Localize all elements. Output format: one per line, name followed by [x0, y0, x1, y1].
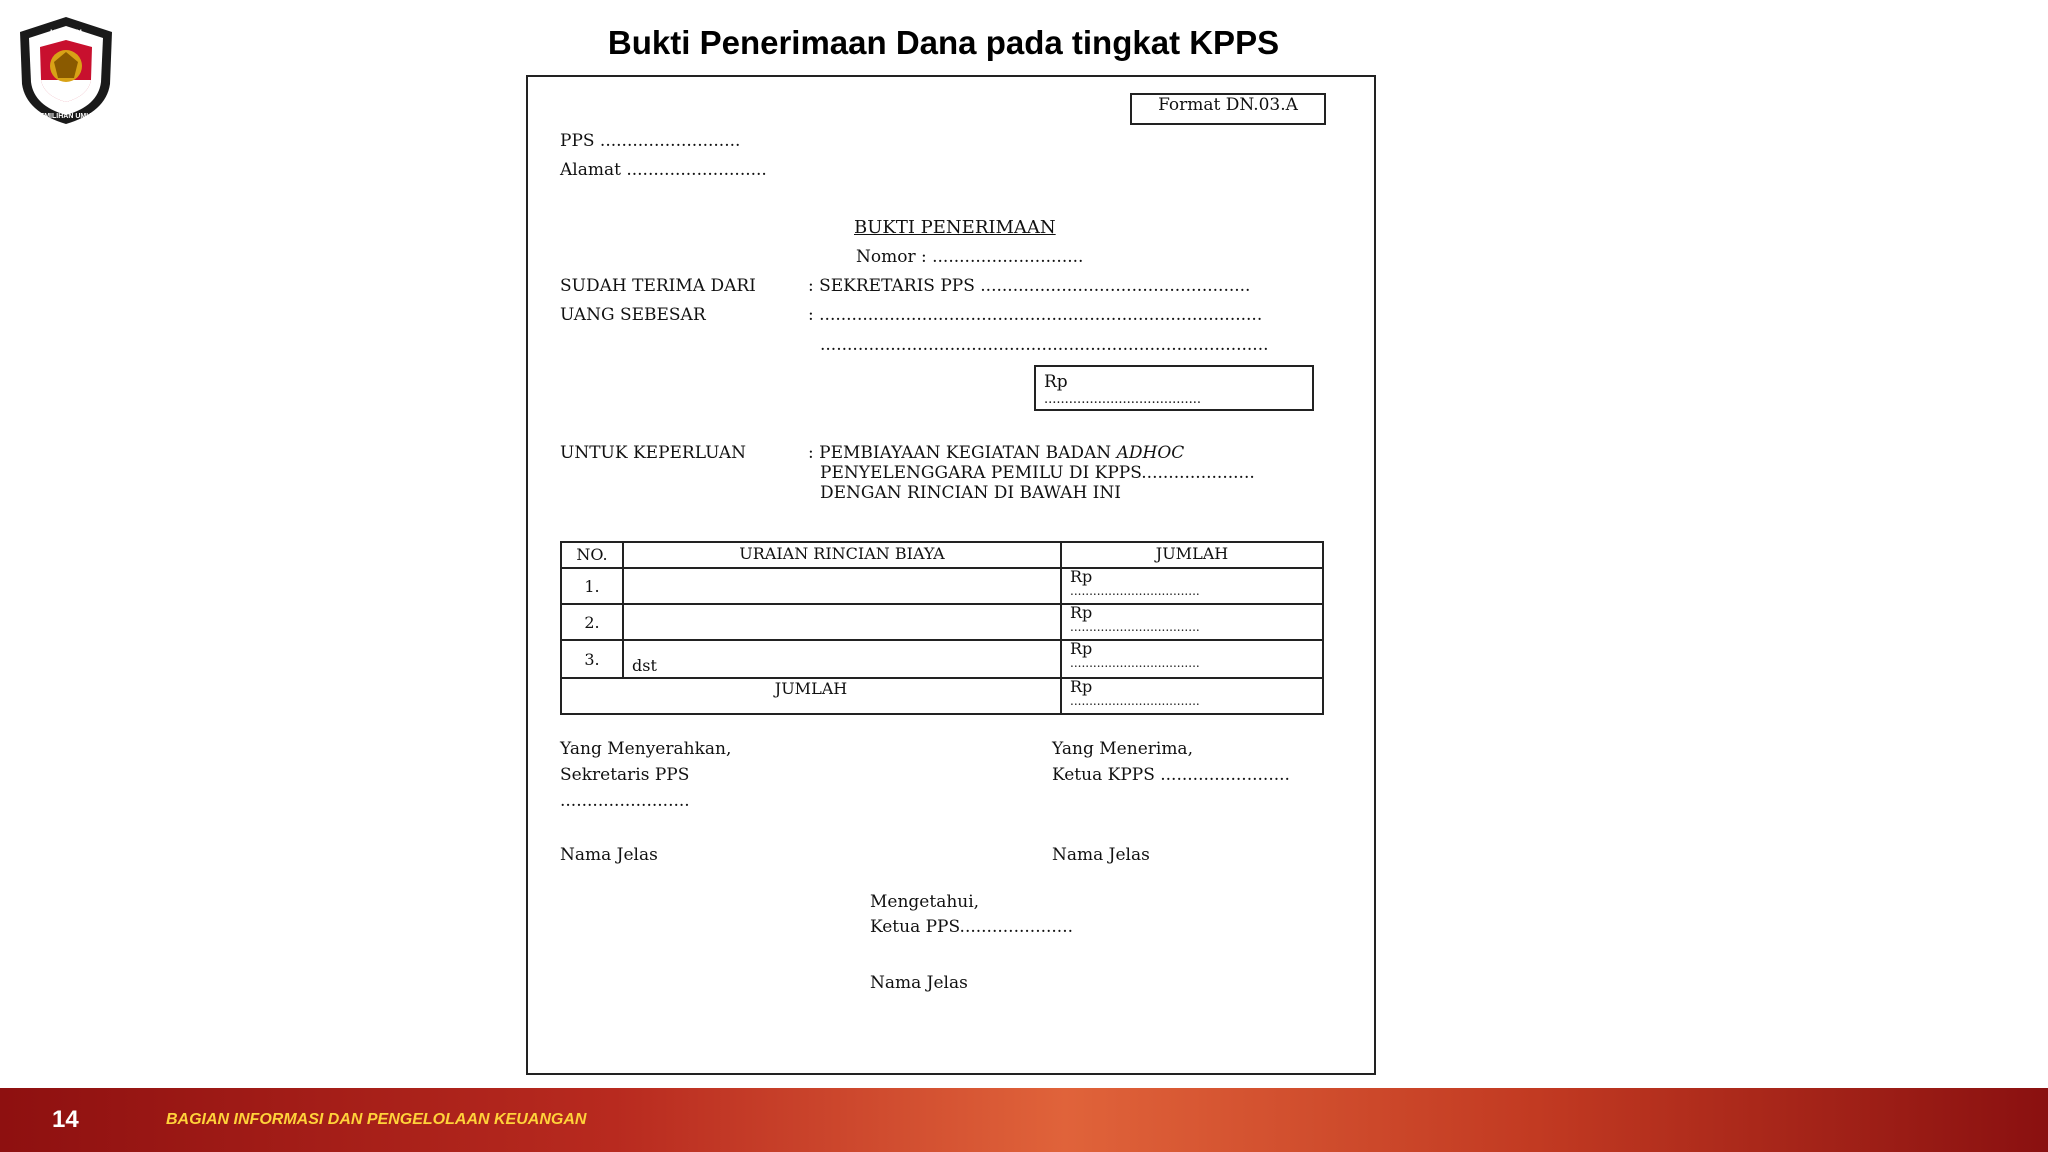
keperluan-line-1 — [808, 443, 1184, 463]
keperluan-line-2: PENYELENGGARA PEMILU DI KPPS..................... — [820, 463, 1255, 483]
row-uraian — [623, 604, 1061, 640]
form-heading: BUKTI PENERIMAAN — [854, 217, 1056, 238]
mengetahui-name: Nama Jelas — [870, 973, 968, 993]
footer-text: BAGIAN INFORMASI DAN PENGELOLAAN KEUANGAN — [166, 1111, 587, 1128]
keperluan-line-1-text: : PEMBIAYAAN KEGIATAN BADAN — [808, 443, 1117, 463]
mengetahui-role: Mengetahui, — [870, 892, 980, 912]
row-jumlah — [1061, 604, 1323, 640]
keperluan-label: UNTUK KEPERLUAN — [560, 443, 747, 463]
table-header-row — [561, 542, 1323, 568]
pps-line: PPS .......................... — [560, 131, 741, 151]
table-row — [561, 604, 1323, 640]
sign-right-name: Nama Jelas — [1052, 845, 1150, 865]
keperluan-adhoc: ADHOC — [1116, 443, 1185, 463]
header-uraian: URAIAN RINCIAN BIAYA — [623, 542, 1061, 568]
svg-text:PEMILIHAN UMUM: PEMILIHAN UMUM — [34, 113, 98, 120]
sign-left-name: Nama Jelas — [560, 845, 658, 865]
row-no: 1. — [561, 568, 623, 604]
uang-value-line-2: ................................................................................... — [820, 335, 1269, 355]
total-rp: Rp — [1070, 677, 1093, 696]
rp-amount-box — [1034, 365, 1314, 411]
keperluan-line-3: DENGAN RINCIAN DI BAWAH INI — [820, 483, 1121, 503]
sign-left-title: Sekretaris PPS — [560, 765, 690, 785]
terima-label: SUDAH TERIMA DARI — [560, 276, 756, 296]
header-no: NO. — [561, 542, 623, 568]
row-no: 3. — [561, 640, 623, 678]
total-jumlah — [1061, 678, 1323, 714]
uang-value-line-1: : .................................................................................. — [808, 305, 1263, 325]
row-dots: .................................. — [1070, 620, 1200, 634]
rincian-table — [560, 541, 1324, 715]
row-jumlah — [1061, 640, 1323, 678]
row-dots: .................................. — [1070, 656, 1200, 670]
row-rp: Rp — [1070, 639, 1093, 658]
footer-bar — [0, 1088, 2048, 1152]
format-code-box: Format DN.03.A — [1130, 93, 1326, 125]
page-number: 14 — [52, 1106, 79, 1133]
table-total-row — [561, 678, 1323, 714]
table-row — [561, 640, 1323, 678]
total-dots: .................................. — [1070, 694, 1200, 708]
form-document — [526, 75, 1376, 1075]
row-dots: .................................. — [1070, 584, 1200, 598]
mengetahui-title: Ketua PPS..................... — [870, 917, 1074, 937]
slide-title: Bukti Penerimaan Dana pada tingkat KPPS — [607, 24, 1280, 61]
nomor-line: Nomor : ............................ — [856, 247, 1084, 267]
row-rp: Rp — [1070, 567, 1093, 586]
rp-label: Rp — [1044, 372, 1068, 392]
sign-right-role: Yang Menerima, — [1052, 739, 1193, 759]
header-jumlah: JUMLAH — [1061, 542, 1323, 568]
terima-value: : SEKRETARIS PPS .................................................. — [808, 276, 1251, 296]
sign-left-dots: ........................ — [560, 791, 690, 811]
rp-dots: ...................................... — [1044, 392, 1202, 407]
alamat-line: Alamat .......................... — [560, 160, 767, 180]
svg-text:KOMISI: KOMISI — [49, 28, 83, 38]
row-rp: Rp — [1070, 603, 1093, 622]
row-uraian: dst — [623, 640, 1061, 678]
sign-right-title: Ketua KPPS ........................ — [1052, 765, 1290, 785]
row-jumlah — [1061, 568, 1323, 604]
total-label: JUMLAH — [561, 678, 1061, 714]
row-uraian — [623, 568, 1061, 604]
sign-left-role: Yang Menyerahkan, — [560, 739, 732, 759]
row-no: 2. — [561, 604, 623, 640]
table-row — [561, 568, 1323, 604]
uang-label: UANG SEBESAR — [560, 305, 706, 325]
